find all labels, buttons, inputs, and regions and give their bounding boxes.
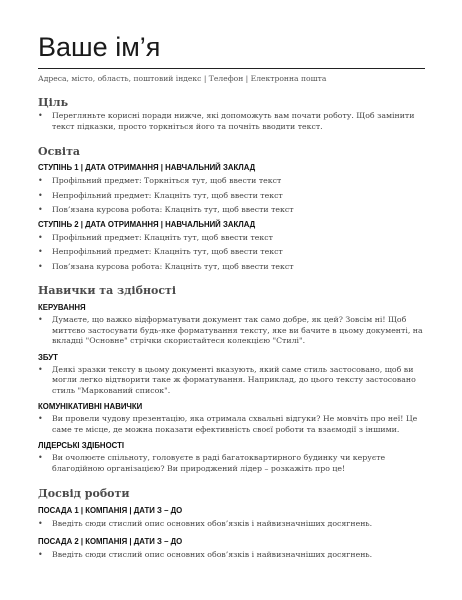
skill-communication-list <box>38 414 425 435</box>
skill-leadership-list <box>38 453 425 474</box>
position-2-text[interactable]: • Введіть сюди стислий опис основних обов’язків і найвизначніших досягнень. <box>38 550 425 561</box>
section-heading-education[interactable]: Освіта <box>38 145 81 158</box>
skill-sales-text[interactable]: • Деякі зразки тексту в цьому документі вказують, який саме стиль застосовано, щоб ви могли легко відтворити таке ж форматування. Наприклад, до цього тексту застосовано стиль "Маркований список". <box>38 365 425 397</box>
degree-2-coursework[interactable]: • Пов’язана курсова робота: Клацніть тут, щоб ввести текст <box>38 262 425 273</box>
position-1-text[interactable]: • Введіть сюди стислий опис основних обов’язків і найвизначніших досягнень. <box>38 519 425 530</box>
skill-sales-title[interactable]: ЗБУТ <box>38 352 58 362</box>
position-2-list <box>38 550 425 561</box>
name-title[interactable]: Ваше ім’я <box>38 32 161 62</box>
degree-1-minor[interactable]: • Непрофільний предмет: Клацніть тут, щоб ввести текст <box>38 191 425 202</box>
section-heading-skills[interactable]: Навички та здібності <box>38 284 177 297</box>
degree-2-major[interactable]: • Профільний предмет: Клацніть тут, щоб ввести текст <box>38 233 425 244</box>
goal-list <box>38 111 425 132</box>
skill-communication-title[interactable]: КОМУНІКАТИВНІ НАВИЧКИ <box>38 402 143 411</box>
skill-management-text[interactable]: • Думаєте, що важко відформатувати документ так само добре, як цей? Зовсім ні! Щоб миттєво застосувати будь-яке форматування тексту, яке ви бачите в цьому документі, на вкладці "Основне" стрічки скористайтеся колекцією "Стилі". <box>38 315 425 347</box>
skill-management-title[interactable]: КЕРУВАННЯ <box>38 303 86 312</box>
degree-2-list <box>38 233 425 273</box>
skill-sales-list <box>38 365 425 397</box>
goal-bullet[interactable]: • Перегляньте корисні поради нижче, які допоможуть вам почати роботу. Щоб замінити текст підказки, просто торкніться його та почніть вводити текст. <box>38 111 425 132</box>
degree-1-major[interactable]: • Профільний предмет: Торкніться тут, щоб ввести текст <box>38 176 425 187</box>
position-1-title[interactable]: ПОСАДА 1 | КОМПАНІЯ | ДАТИ З – ДО <box>38 506 183 515</box>
section-heading-goal[interactable]: Ціль <box>38 96 69 109</box>
degree-1-list <box>38 176 425 216</box>
skill-communication-text[interactable]: • Ви провели чудову презентацію, яка отримала схвальні відгуки? Не мовчіть про неї! Це саме те місце, де можна показати ефективність своєї роботи та взаємодії з іншими. <box>38 414 425 435</box>
degree-1-title[interactable]: СТУПІНЬ 1 | ДАТА ОТРИМАННЯ | НАВЧАЛЬНИЙ ЗАКЛАД <box>38 163 256 172</box>
skill-leadership-title[interactable]: ЛІДЕРСЬКІ ЗДІБНОСТІ <box>38 441 124 450</box>
skill-management-list <box>38 315 425 347</box>
skill-leadership-text[interactable]: • Ви очолюєте спільноту, головуєте в раді багатоквартирного будинку чи керуєте благодійною організацією? Ви природжений лідер – розкажіть про це! <box>38 453 425 474</box>
contact-line[interactable]: Адреса, місто, область, поштовий індекс | Телефон | Електронна пошта <box>38 74 327 83</box>
degree-1-coursework[interactable]: • Пов’язана курсова робота: Клацніть тут, щоб ввести текст <box>38 205 425 216</box>
position-2-title[interactable]: ПОСАДА 2 | КОМПАНІЯ | ДАТИ З – ДО <box>38 536 183 546</box>
degree-2-title[interactable]: СТУПІНЬ 2 | ДАТА ОТРИМАННЯ | НАВЧАЛЬНИЙ ЗАКЛАД <box>38 219 256 229</box>
header-rule <box>38 68 425 69</box>
section-heading-experience[interactable]: Досвід роботи <box>38 487 130 500</box>
position-1-list <box>38 519 425 530</box>
degree-2-minor[interactable]: • Непрофільний предмет: Клацніть тут, щоб ввести текст <box>38 247 425 258</box>
